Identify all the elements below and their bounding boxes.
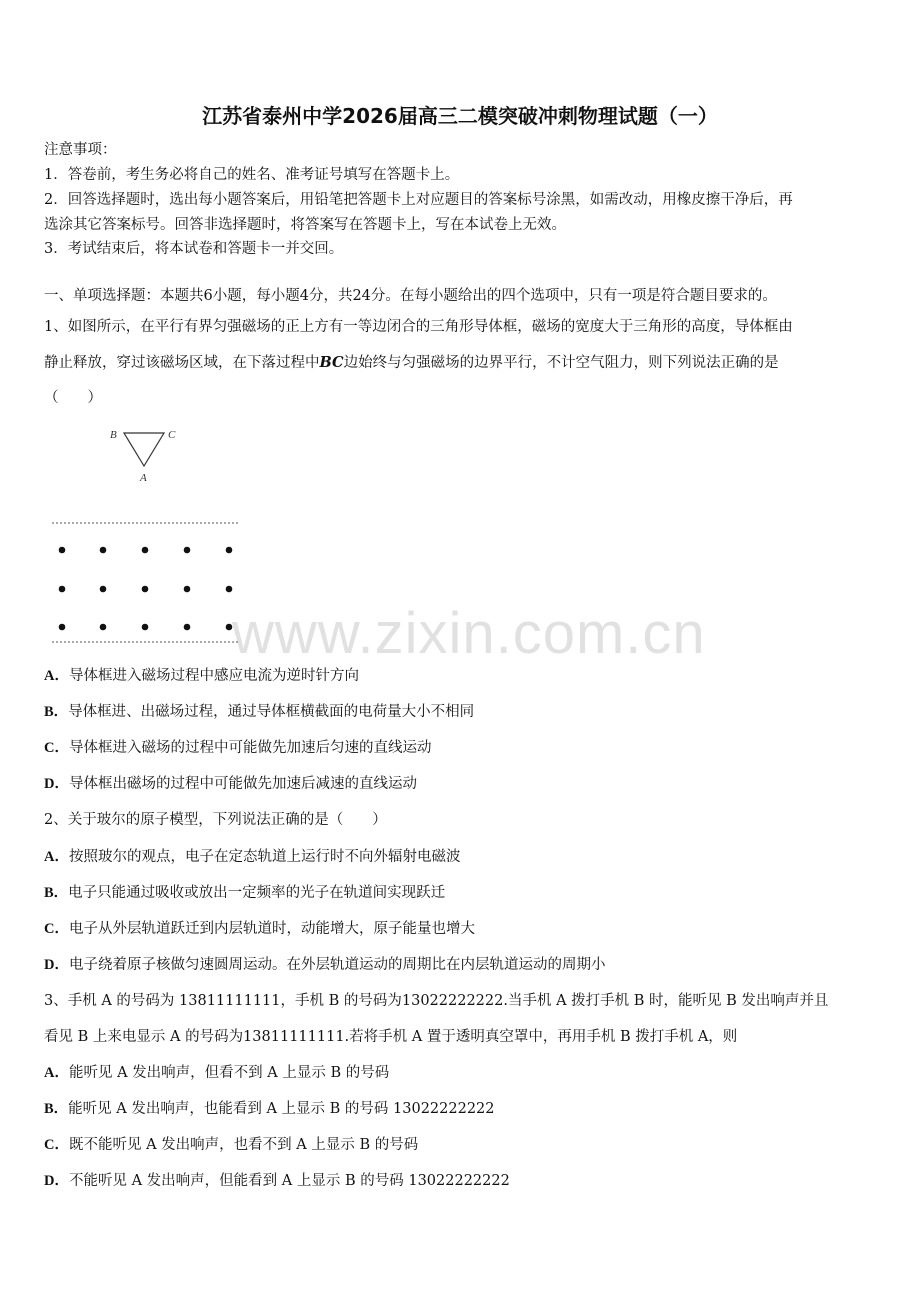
field-dot (100, 547, 107, 554)
field-dot (184, 547, 191, 554)
field-dot (142, 586, 149, 593)
page-title: 江苏省泰州中学2026届高三二模突破冲刺物理试题（一） (202, 104, 718, 128)
triangle-label-b: B (110, 429, 117, 441)
q1-answer-bracket: （ ） (44, 390, 102, 406)
q3-option-c: C．既不能听见 A 发出响声，也看不到 A 上显示 B 的号码 (44, 1137, 419, 1153)
field-dot (142, 547, 149, 554)
q3-stem-line2: 看见 B 上来电显示 A 的号码为13811111111.若将手机 A 置于透明真空罩中，再用手机 B 拨打手机 A，则 (44, 1029, 738, 1045)
field-dot (184, 586, 191, 593)
q2-stem: 2、关于玻尔的原子模型，下列说法正确的是（ ） (44, 812, 387, 828)
q1-stem-line2 (44, 351, 779, 372)
field-dot (59, 624, 66, 631)
q3-stem-line1: 3、手机 A 的号码为 13811111111，手机 B 的号码为13022222222.当手机 A 拨打手机 B 时，能听见 B 发出响声并且 (44, 993, 829, 1009)
field-dot (184, 624, 191, 631)
q3-option-a: A．能听见 A 发出响声，但看不到 A 上显示 B 的号码 (44, 1065, 390, 1081)
q2-option-c: C．电子从外层轨道跃迁到内层轨道时，动能增大，原子能量也增大 (44, 921, 475, 937)
triangle-frame (124, 433, 164, 466)
triangle-label-a: A (140, 472, 147, 484)
triangle-label-c: C (168, 429, 176, 441)
q1-option-c: C．导体框进入磁场的过程中可能做先加速后匀速的直线运动 (44, 740, 432, 756)
q2-option-b: B．电子只能通过吸收或放出一定频率的光子在轨道间实现跃迁 (44, 885, 446, 901)
field-dot (59, 586, 66, 593)
section1-heading: 一、单项选择题：本题共6小题，每小题4分，共24分。在每小题给出的四个选项中，只有一项是符合题目要求的。 (44, 288, 777, 304)
q1-stem-line1: 1、如图所示，在平行有界匀强磁场的正上方有一等边闭合的三角形导体框，磁场的宽度大于三角形的高度，导体框由 (44, 319, 793, 335)
notice-item-3: 3．考试结束后，将本试卷和答题卡一并交回。 (44, 241, 344, 257)
q3-option-b: B．能听见 A 发出响声，也能看到 A 上显示 B 的号码 13022222222 (44, 1101, 495, 1117)
q2-option-a: A．按照玻尔的观点，电子在定态轨道上运行时不向外辐射电磁波 (44, 849, 461, 865)
field-dot (100, 624, 107, 631)
field-dot (59, 547, 66, 554)
notice-heading: 注意事项： (44, 142, 117, 158)
q1-option-a: A．导体框进入磁场过程中感应电流为逆时针方向 (44, 668, 359, 684)
magnetic-field-dots (59, 547, 233, 631)
notice-item-1: 1．答卷前，考生务必将自己的姓名、准考证号填写在答题卡上。 (44, 167, 460, 183)
watermark: www.zixin.com.cn (232, 601, 706, 666)
notice-item-2-cont: 选涂其它答案标号。回答非选择题时，将答案写在答题卡上，写在本试卷上无效。 (44, 217, 566, 233)
q1-option-b: B．导体框进、出磁场过程，通过导体框横截面的电荷量大小不相同 (44, 704, 475, 720)
q1-option-d: D．导体框出磁场的过程中可能做先加速后减速的直线运动 (44, 776, 417, 792)
q3-option-d: D．不能听见 A 发出响声，但能看到 A 上显示 B 的号码 13022222222 (44, 1173, 510, 1189)
q2-option-d: D．电子绕着原子核做匀速圆周运动。在外层轨道运动的周期比在内层轨道运动的周期小 (44, 957, 606, 973)
field-dot (226, 547, 233, 554)
field-dot (100, 586, 107, 593)
field-dot (142, 624, 149, 631)
notice-item-2: 2．回答选择题时，选出每小题答案后，用铅笔把答题卡上对应题目的答案标号涂黑，如需改动，用橡皮擦干净后，再 (44, 192, 793, 208)
q1-stem-line2b: 边始终与匀强磁场的边界平行，不计空气阻力，则下列说法正确的是 (343, 355, 779, 371)
q1-bc-label: BC (319, 354, 344, 371)
field-dot (226, 586, 233, 593)
q1-stem-line2a: 静止释放，穿过该磁场区域，在下落过程中 (44, 355, 320, 371)
